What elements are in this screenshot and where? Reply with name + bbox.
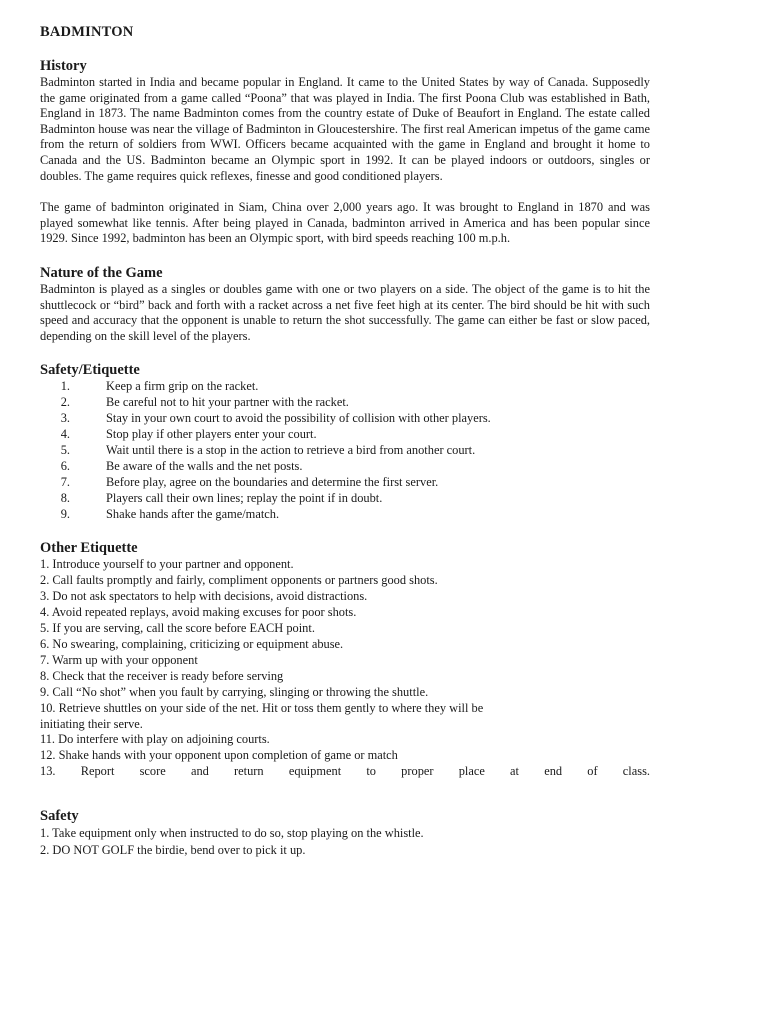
list-item: 7. Warm up with your opponent: [40, 652, 198, 667]
list-item: [40, 459, 650, 475]
history-section: [40, 58, 650, 247]
other-etiquette-heading: Other Etiquette: [40, 540, 138, 557]
list-item: [40, 427, 650, 443]
list-item-text: Be careful not to hit your partner with the racket.: [106, 395, 349, 410]
other-etiquette-list: [40, 557, 650, 780]
list-item: [40, 475, 650, 491]
list-item-number: 9.: [60, 506, 70, 521]
list-item: 5. If you are serving, call the score before EACH point.: [40, 621, 315, 636]
list-item: 3. Do not ask spectators to help with decisions, avoid distractions.: [40, 589, 368, 604]
history-paragraph-1: Badminton started in India and became popular in England. It came to the United States by way of Canada. Supposedly the game originated from a game called “Poona” that was played in India. The first Poona Club was established in Bath, England in 1873. The name Badminton comes from the country estate of Duke of Beaufort in England. The estate called Badminton house was near the village of Badminton in Gloucestershire. The first real American impetus of the game came from the return of soldiers from WWI. Officers became acquainted with the game in England and brought it home to Canada and the US. Badminton became an Olympic sport in 1992. It can be played indoors or outdoors, singles or doubles. The game requires quick reflexes, finesse and good conditioned players.: [40, 75, 650, 183]
list-item: 1. Take equipment only when instructed to do so, stop playing on the whistle.: [40, 826, 424, 841]
list-item-text: Wait until there is a stop in the action to retrieve a bird from another court.: [106, 442, 476, 457]
list-item: [40, 379, 650, 395]
list-item-text: Be aware of the walls and the net posts.: [106, 458, 303, 473]
list-item-number: 7.: [60, 474, 70, 489]
list-item-text: Before play, agree on the boundaries and determine the first server.: [106, 474, 439, 489]
nature-section: [40, 265, 650, 344]
safety-etiquette-list: [40, 379, 650, 522]
list-item: [40, 507, 650, 523]
safety-heading: Safety: [40, 808, 79, 825]
list-item: 1. Introduce yourself to your partner and opponent.: [40, 557, 294, 572]
safety-section: [40, 808, 650, 859]
list-item: 12. Shake hands with your opponent upon completion of game or match: [40, 748, 398, 763]
list-item-text: Players call their own lines; replay the point if in doubt.: [106, 490, 383, 505]
document-page: [40, 24, 650, 859]
nature-heading: Nature of the Game: [40, 264, 163, 281]
list-item-number: 3.: [60, 411, 70, 426]
list-item: 6. No swearing, complaining, criticizing or equipment abuse.: [40, 637, 344, 651]
list-item-text: Stay in your own court to avoid the possibility of collision with other players.: [106, 411, 491, 426]
safety-list: [40, 825, 650, 859]
list-item-number: 1.: [60, 379, 70, 394]
list-item: 9. Call “No shot” when you fault by carrying, slinging or throwing the shuttle.: [40, 684, 429, 699]
list-item-text: Stop play if other players enter your court.: [106, 427, 317, 442]
list-item: [40, 411, 650, 427]
list-item: 2. Call faults promptly and fairly, compliment opponents or partners good shots.: [40, 573, 438, 588]
list-item: 4. Avoid repeated replays, avoid making excuses for poor shots.: [40, 605, 357, 620]
document-title: BADMINTON: [40, 24, 134, 40]
list-item: 13. Report score and return equipment to proper place at end of class.: [40, 764, 650, 779]
list-item: 8. Check that the receiver is ready before serving: [40, 668, 284, 683]
safety-etiquette-section: [40, 362, 650, 522]
list-item-number: 4.: [60, 427, 70, 442]
nature-paragraph: Badminton is played as a singles or doubles game with one or two players on a side. The object of the game is to hit the shuttlecock or “bird” back and forth with a racket across a net five feet high at its center. The bird should be hit with such speed and accuracy that the opponent is unable to return the shot successfully. The game can either be fast or slow paced, depending on the skill level of the players.: [40, 281, 650, 343]
list-item: 11. Do interfere with play on adjoining courts.: [40, 732, 270, 747]
list-item-text: Shake hands after the game/match.: [106, 506, 280, 521]
list-item: [40, 491, 650, 507]
history-paragraph-2: The game of badminton originated in Siam, China over 2,000 years ago. It was brought to England in 1870 and was played somewhat like tennis. After being played in Canada, badminton arrived in America and has been popular since 1929. Since 1992, badminton has been an Olympic sport, with bird speeds reaching 100 m.p.h.: [40, 200, 650, 246]
list-item: [40, 443, 650, 459]
list-item-text: Keep a firm grip on the racket.: [106, 379, 259, 394]
safety-etiquette-heading: Safety/Etiquette: [40, 362, 140, 379]
list-item-number: 2.: [60, 395, 70, 410]
other-etiquette-section: [40, 540, 650, 780]
list-item: 2. DO NOT GOLF the birdie, bend over to pick it up.: [40, 843, 306, 858]
list-item-continuation: initiating their serve.: [40, 716, 143, 731]
list-item-number: 8.: [60, 490, 70, 505]
list-item: [40, 395, 650, 411]
list-item: 10. Retrieve shuttles on your side of the net. Hit or toss them gently to where they will be: [40, 700, 484, 715]
history-heading: History: [40, 58, 87, 74]
list-item-number: 5.: [60, 442, 70, 457]
list-item-number: 6.: [60, 458, 70, 473]
